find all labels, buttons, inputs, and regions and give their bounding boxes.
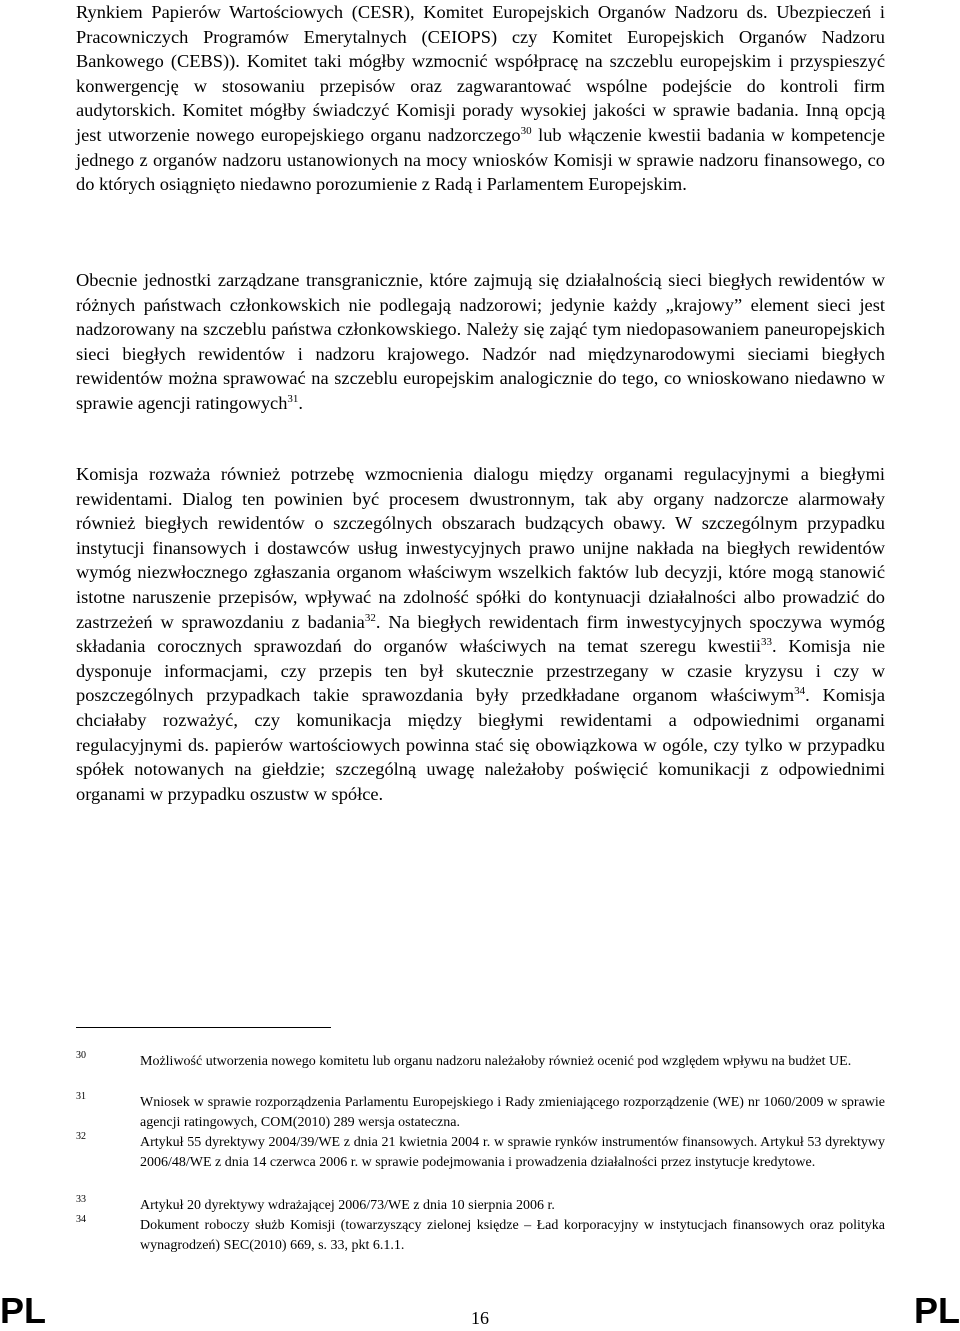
paragraph-text: Rynkiem Papierów Wartościowych (CESR), Komitet Europejskich Organów Nadzoru ds. Ubezpieczeń i Pracowniczych Programów Emerytalnych (CEIOPS) czy Komitet Europejskich Organów Nadzoru Bankowego (CEBS)). Komitet taki mógłby wzmocnić współpracę na szczeblu europejskim i przyspieszyć konwergencję w stosowaniu przepisów oraz zagwarantować wspólne podejście do kontroli firm audytorskich. Komitet mógłby świadczyć Komisji porady wysokiej jakości w sprawie badania. Inną opcją jest utworzenie nowego europejskiego organu nadzorczego <box>76 2 885 145</box>
paragraph-text: lub włączenie kwestii badania w kompetencje jednego z organów nadzoru ustanowionych na mocy wniosków Komisji w sprawie nadzoru finansowego, co do których osiągnięto niedawno porozumienie z Radą i Parlamentem Europejskim. <box>76 124 885 195</box>
footnote-ref: 31 <box>287 392 299 405</box>
paragraph-text: . Komisja nie dysponuje informacjami, czy przepis ten był skutecznie przestrzegany w czasie kryzysu i czy w poszczególnych przypadkach takie sprawozdania były przedkładane organom właściwym <box>76 636 885 706</box>
footnote-ref: 32 <box>364 611 376 624</box>
footnote-ref: 33 <box>760 636 772 649</box>
paragraph-text: Obecnie jednostki zarządzane transgranicznie, które zajmują się działalnością sieci biegłych rewidentów w różnych państwach członkowskich nie podlegają nadzorowi; jedynie każdy „krajowy” element sieci jest nadzorowany na szczeblu państwa członkowskiego. Należy się zająć tym niedopasowaniem paneuropejskich sieci biegłych rewidentów i nadzoru krajowego. Nadzór nad międzynarodowymi sieciami biegłych rewidentów można sprawować na szczeblu europejskim analogicznie do tego, co wnioskowano niedawno w sprawie agencji ratingowych <box>76 270 885 413</box>
footnote-text: Artykuł 20 dyrektywy wdrażającej 2006/73/WE z dnia 10 sierpnia 2006 r. <box>140 1198 555 1213</box>
language-code-right: PL <box>913 1290 960 1331</box>
footnote-ref: 30 <box>520 124 532 137</box>
paragraph-text: . <box>298 392 304 413</box>
footnote-ref: 34 <box>794 685 806 698</box>
footnote-text: Możliwość utworzenia nowego komitetu lub organu nadzoru należałoby również ocenić pod względem wpływu na budżet UE. <box>140 1054 852 1069</box>
footnote-text: Wniosek w sprawie rozporządzenia Parlamentu Europejskiego i Rady zmieniającego rozporządzenie (WE) nr 1060/2009 w sprawie agencji ratingowych, COM(2010) 289 wersja ostateczna. <box>140 1095 885 1130</box>
body-paragraph-2 <box>76 268 885 416</box>
footnote-text: Artykuł 55 dyrektywy 2004/39/WE z dnia 21 kwietnia 2004 r. w sprawie rynków instrumentów finansowych. Artykuł 53 dyrektywy 2006/48/WE z dnia 14 czerwca 2006 r. w sprawie podejmowania i prowadzenia działalności przez instytucje kredytowe. <box>140 1135 885 1170</box>
paragraph-text: Komisja rozważa również potrzebę wzmocnienia dialogu między organami regulacyjnymi a biegłymi rewidentami. Dialog ten powinien być procesem dwustronnym, tak aby organy nadzorcze alarmowały również biegłych rewidentów o szczególnych obszarach budzących obawy. W szczególnym przypadku instytucji finansowych i dostawców usług inwestycyjnych prawo unijne nakłada na biegłych rewidentów wymóg niezwłocznego zgłaszania organom właściwym wszelkich faktów lub decyzji, które mogą stanowić istotne naruszenie przepisów, wpływać na zdolność spółki do kontynuacji działalności albo prowadzić do zastrzeżeń w sprawozdaniu z badania <box>76 464 885 632</box>
paragraph-text: . Na biegłych rewidentach firm inwestycyjnych spoczywa wymóg składania corocznych sprawozdań do organów właściwych na temat szeregu kwestii <box>76 611 885 657</box>
body-paragraph-1 <box>76 0 885 197</box>
footnote-text: Dokument roboczy służb Komisji (towarzyszący zielonej księdze – Ład korporacyjny w instytucjach finansowych oraz polityka wynagrodzeń) SEC(2010) 669, s. 33, pkt 6.1.1. <box>140 1218 885 1253</box>
footnote-separator <box>76 1027 331 1028</box>
language-code-left: PL <box>0 1290 47 1331</box>
body-paragraph-3 <box>76 462 885 806</box>
footnote-number: 31 <box>76 1091 86 1102</box>
footnote-number: 34 <box>76 1214 86 1225</box>
footnote-number: 32 <box>76 1131 86 1142</box>
footnote-number: 33 <box>76 1194 86 1205</box>
footnote-number: 30 <box>76 1050 86 1061</box>
paragraph-text: . Komisja chciałaby rozważyć, czy komunikacja między biegłymi rewidentami a odpowiednimi organami regulacyjnymi ds. papierów wartościowych powinna stać się obowiązkowa w ogóle, czy tylko w przypadku spółek notowanych na giełdzie; szczególną uwagę należałoby poświęcić komunikacji z odpowiednimi organami w przypadku oszustw w spółce. <box>76 685 886 804</box>
page-number: 16 <box>471 1308 489 1328</box>
